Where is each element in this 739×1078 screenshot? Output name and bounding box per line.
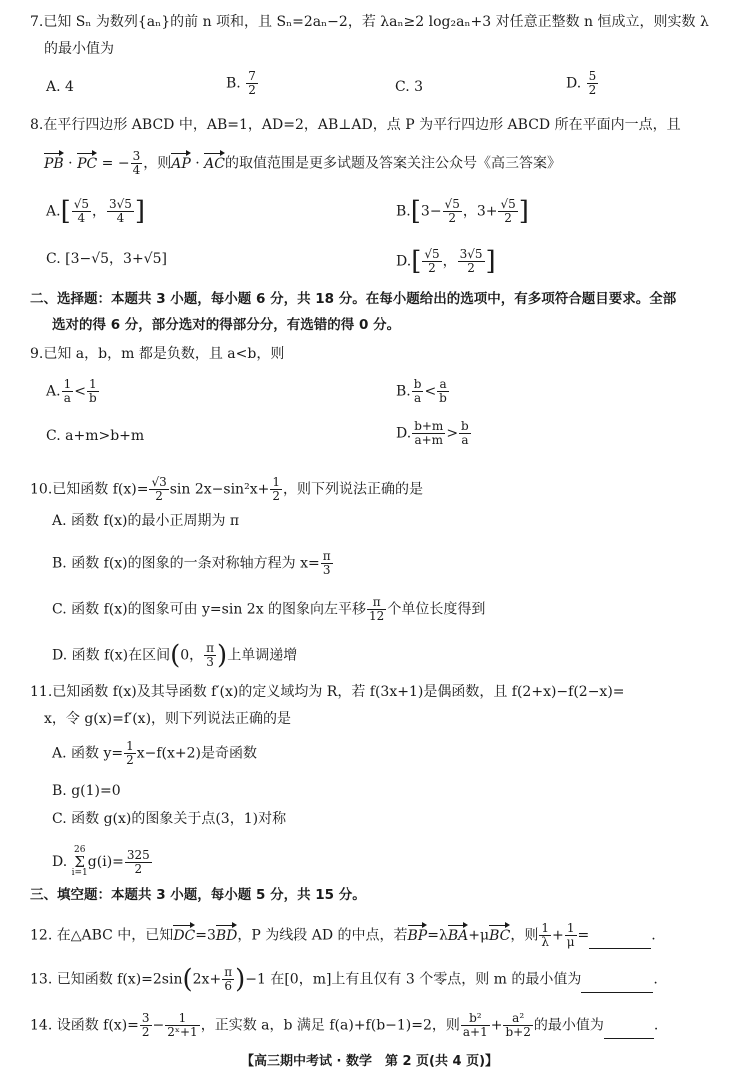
q8-option-a: A.[ $\frac{√5}{4}$ ， $\frac{3√5}{4}$ ] — [46, 196, 146, 227]
vector: AC — [204, 155, 225, 172]
q7-line1: 7.已知 Sₙ 为数列{aₙ}的前 n 项和，且 Sₙ=2aₙ−2，若 λaₙ≥2 log₂aₙ+3 对任意正整数 n 恒成立，则实数 λ — [30, 14, 709, 30]
q10-option-a: A. 函数 f(x)的最小正周期为 π — [52, 513, 240, 529]
q7-option-a: A. 4 — [46, 79, 74, 95]
section3-heading: 三、填空题：本题共 3 小题，每小题 5 分，共 15 分。 — [30, 887, 366, 903]
q8-line1: 8.在平行四边形 ABCD 中，AB=1，AD=2，AB⊥AD，点 P 为平行四边形 ABCD 所在平面内一点，且 — [30, 117, 681, 133]
fraction: $\frac{5}{2}$ — [588, 69, 597, 97]
fraction: $\frac{3}{4}$ — [132, 149, 141, 177]
q10-option-c: C. 函数 f(x)的图象可由 y=sin 2x 的图象向左平移 $\frac{\pi}{12}$ 个单位长度得到 — [52, 595, 486, 623]
q11-line2: x，令 g(x)=f′(x)，则下列说法正确的是 — [44, 711, 292, 727]
q13-stem: 13. 已知函数 f(x)=2sin(2x+ $\frac{\pi}{6}$ )−1 在[0，m]上有且仅有 3 个零点，则 m 的最小值为 . — [30, 964, 658, 995]
q8-option-d: D.[ $\frac{√5}{2}$ ， $\frac{3√5}{2}$ ] — [396, 246, 496, 277]
page-footer: 【高三期中考试 · 数学 第 2 页(共 4 页)】 — [240, 1054, 499, 1069]
vector: PC — [77, 155, 98, 172]
answer-blank[interactable] — [604, 1024, 654, 1039]
q7-option-b: B. $\frac{7}{2}$ — [226, 69, 256, 97]
answer-blank[interactable] — [589, 934, 651, 949]
q10-option-d: D. 函数 f(x)在区间(0， $\frac{\pi}{3}$ )上单调递增 — [52, 640, 298, 671]
q9-option-d: D. $\frac{b+m}{a+m}$ > $\frac{b}{a}$ — [396, 419, 469, 447]
q7-option-c: C. 3 — [395, 79, 424, 95]
q7-option-d: D. $\frac{5}{2}$ — [566, 69, 597, 97]
vector: AP — [171, 155, 191, 172]
q9-option-c: C. a+m>b+m — [46, 428, 145, 444]
q10-stem: 10.已知函数 f(x)= $\frac{√3}{2}$ sin 2x−sin²x+ $\frac{1}{2}$ ，则下列说法正确的是 — [30, 475, 423, 503]
q8-option-b: B.[3− $\frac{√5}{2}$ ，3+ $\frac{√5}{2}$ ] — [396, 196, 529, 227]
q7-line2: 的最小值为 — [44, 41, 114, 57]
answer-blank[interactable] — [581, 978, 653, 993]
q11-line1: 11.已知函数 f(x)及其导函数 f′(x)的定义域均为 R，若 f(3x+1)是偶函数，且 f(2+x)−f(2−x)= — [30, 684, 625, 700]
q12-stem: 12. 在△ABC 中，已知DC=3BD，P 为线段 AD 的中点，若BP=λBA+μBC，则 $\frac{1}{\lambda}$ + $\frac{1}{\mu}$ = . — [30, 921, 656, 949]
q9-stem: 9.已知 a，b，m 都是负数，且 a<b，则 — [30, 346, 285, 362]
section2-heading-line2: 选对的得 6 分，部分选对的得部分分，有选错的得 0 分。 — [52, 317, 401, 333]
q11-option-c: C. 函数 g(x)的图象关于点(3，1)对称 — [52, 811, 287, 827]
q11-option-d: D. 26 Σ i=1 g(i)= $\frac{325}{2}$ — [52, 845, 150, 878]
section2-heading-line1: 二、选择题：本题共 3 小题，每小题 6 分，共 18 分。在每小题给出的选项中，有多项符合题目要求。全部 — [30, 291, 677, 307]
q9-option-a: A. $\frac{1}{a}$ < $\frac{1}{b}$ — [46, 377, 97, 405]
fraction: $\frac{7}{2}$ — [248, 69, 256, 97]
q8-line2: PB · PC = − $\frac{3}{4}$ ，则AP · AC的取值范围是更多试题及答案关注公众号《高三答案》 — [44, 149, 561, 177]
q11-option-a: A. 函数 y= $\frac{1}{2}$ x−f(x+2)是奇函数 — [52, 739, 258, 767]
q14-stem: 14. 设函数 f(x)= $\frac{3}{2}$ − $\frac{1}{\text{2ˣ+1}}$ ，正实数 a，b 满足 f(a)+f(b−1)=2，则 $\frac{\text{b²}}{a+1}$ + $\frac{\text{a²}}{b+2}$ 的最小值为 . — [30, 1011, 659, 1039]
q11-option-b: B. g(1)=0 — [52, 783, 121, 799]
q8-option-c: C. [3−√5，3+√5] — [46, 251, 167, 267]
q10-option-b: B. 函数 f(x)的图象的一条对称轴方程为 x= $\frac{\pi}{3}$ — [52, 549, 331, 577]
q9-option-b: B. $\frac{b}{a}$ < $\frac{a}{b}$ — [396, 377, 447, 405]
vector: PB — [44, 155, 64, 172]
